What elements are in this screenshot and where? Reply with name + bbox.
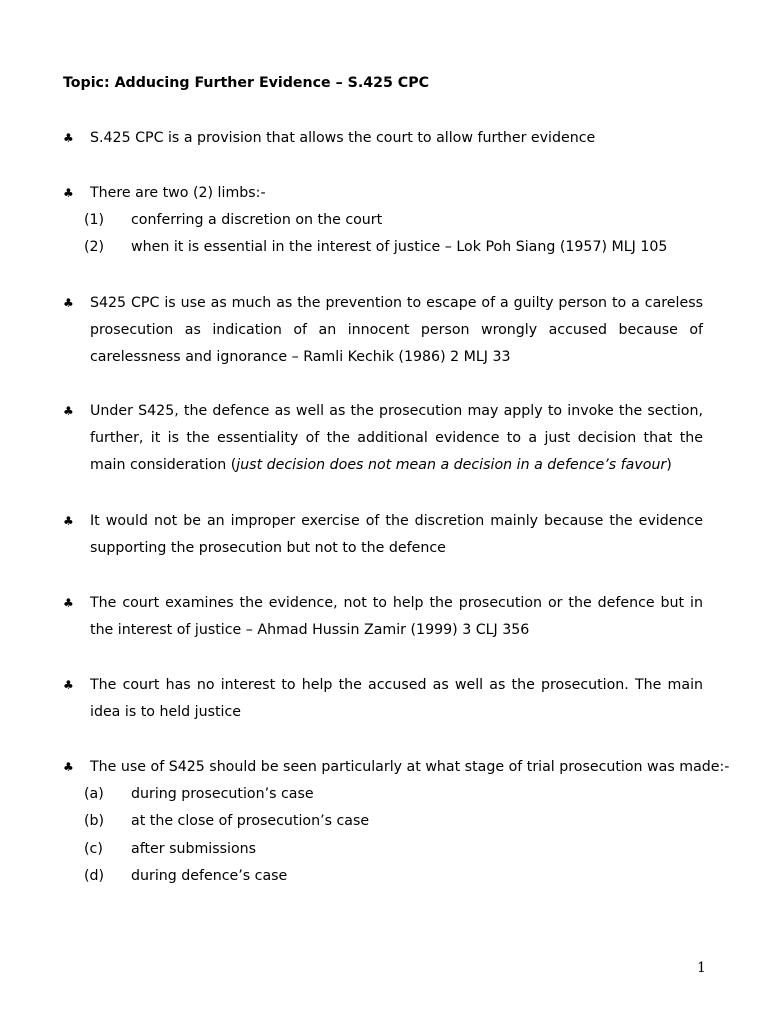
club-bullet-icon: ♣ [63,186,74,200]
bullet-text: S425 CPC is use as much as the prevention to escape of a guilty person to a careless prosecution as indication of an innocent person wrongly accused because of carelessness and ignorance – Ramli Kechik (1986) 2 MLJ 33 [90,295,703,365]
limb-text: when it is essential in the interest of justice – Lok Poh Siang (1957) MLJ 105 [131,239,668,255]
bullet-item [63,590,703,644]
bullet-text [90,398,703,479]
bullet-item [63,754,730,781]
stage-letter: (c) [84,841,103,857]
bullet-text-italic: just decision does not mean a decision in a defence’s favour [236,457,667,473]
bullet-item [63,125,703,152]
stage-text: during defence’s case [131,868,288,884]
club-bullet-icon: ♣ [63,514,74,528]
bullet-item [63,508,703,562]
bullet-text: It would not be an improper exercise of the discretion mainly because the evidence supporting the prosecution but not to the defence [90,513,703,556]
bullet-item [63,180,703,207]
club-bullet-icon: ♣ [63,760,74,774]
stage-item [84,781,314,808]
stage-item [84,863,287,890]
limb-item [84,207,382,234]
club-bullet-icon: ♣ [63,596,74,610]
limb-number: (2) [84,239,105,255]
stage-text: at the close of prosecution’s case [131,813,370,829]
bullet-text-part: ) [666,457,672,473]
bullet-text-part: Under S425, the defence as well as the prosecution may apply to invoke the section, further, it is the essentiality of the additional evidence to a just decision that the main consideration ( [90,403,703,473]
limb-number: (1) [84,212,105,228]
page-number: 1 [697,960,706,976]
limb-text: conferring a discretion on the court [131,212,383,228]
stage-text: after submissions [131,841,257,857]
stage-item [84,808,369,835]
bullet-text: The use of S425 should be seen particularly at what stage of trial prosecution was made:- [90,759,730,775]
club-bullet-icon: ♣ [63,678,74,692]
stage-letter: (b) [84,813,105,829]
limb-item [84,234,667,261]
club-bullet-icon: ♣ [63,296,74,310]
bullet-text: The court examines the evidence, not to help the prosecution or the defence but in the interest of justice – Ahmad Hussin Zamir (1999) 3 CLJ 356 [90,595,703,638]
club-bullet-icon: ♣ [63,131,74,145]
bullet-text: The court has no interest to help the accused as well as the prosecution. The main idea is to held justice [90,677,703,720]
bullet-item [63,398,703,479]
bullet-item [63,672,703,726]
club-bullet-icon: ♣ [63,404,74,418]
stage-letter: (a) [84,786,104,802]
bullet-item [63,290,703,371]
bullet-text: S.425 CPC is a provision that allows the court to allow further evidence [90,130,596,146]
bullet-text: There are two (2) limbs:- [90,185,266,201]
document-title: Topic: Adducing Further Evidence – S.425 CPC [63,75,430,91]
stage-text: during prosecution’s case [131,786,314,802]
stage-letter: (d) [84,868,105,884]
stage-item [84,836,256,863]
